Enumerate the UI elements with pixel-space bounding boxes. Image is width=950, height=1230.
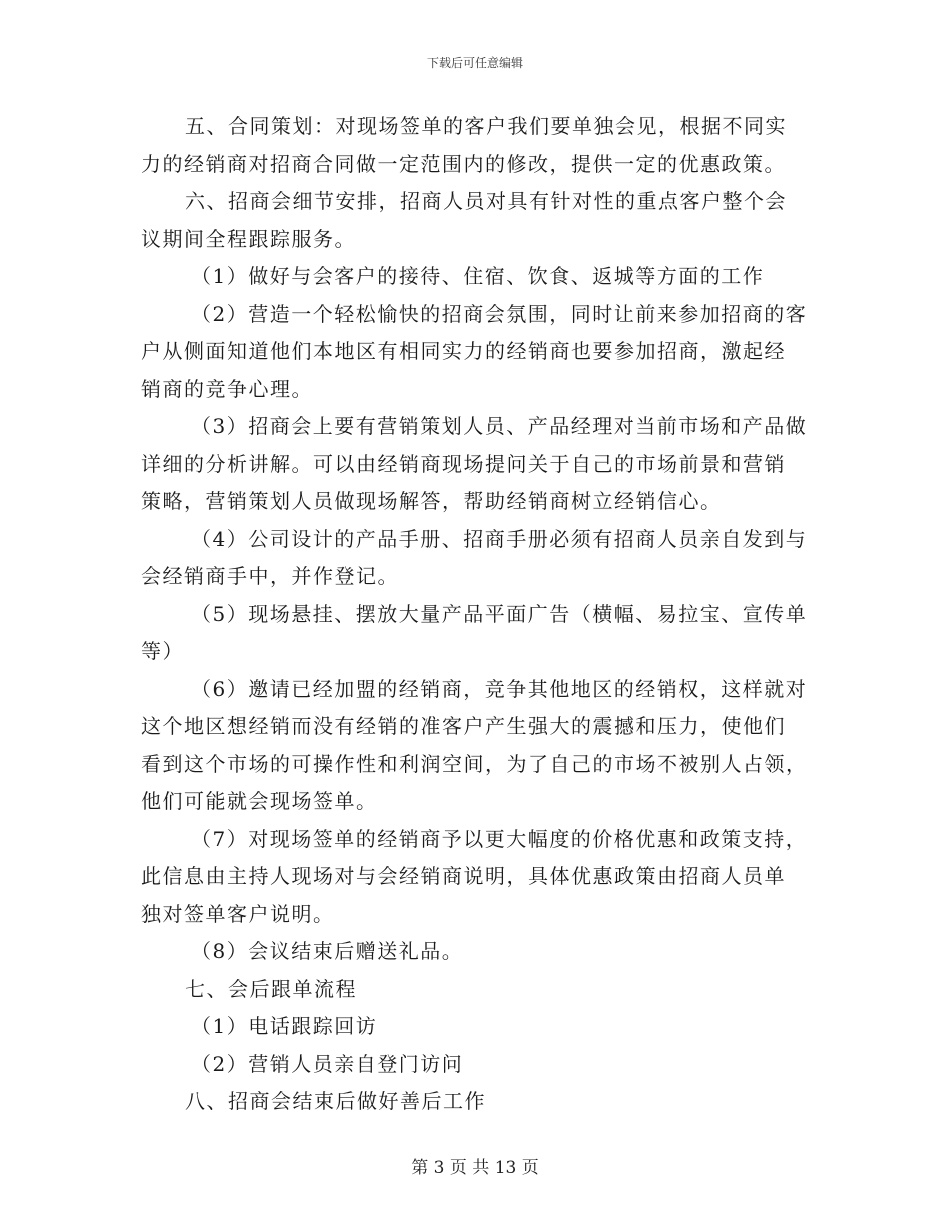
paragraph-line: （2）营销人员亲自登门访问: [191, 1051, 464, 1076]
paragraph-line: （7）对现场签单的经销商予以更大幅度的价格优惠和政策支持，: [191, 826, 808, 851]
paragraph-line: 六、招商会细节安排，招商人员对具有针对性的重点客户整个会: [185, 189, 787, 213]
paragraph-line: 等）: [141, 639, 184, 663]
paragraph-line: 此信息由主持人现场对与会经销商说明，具体优惠政策由招商人员单: [141, 864, 786, 888]
paragraph-line: 户从侧面知道他们本地区有相同实力的经销商也要参加招商，激起经: [141, 339, 786, 363]
paragraph-line: 他们可能就会现场签单。: [141, 789, 378, 813]
paragraph-line: （1）电话跟踪回访: [191, 1014, 378, 1038]
page-number: 第 3 页 共 13 页: [411, 1158, 539, 1178]
paragraph-line: （4）公司设计的产品手册、招商手册必须有招商人员亲自发到与: [191, 526, 808, 551]
section-heading: 七、会后跟单流程: [185, 976, 357, 1001]
paragraph-line: （2）营造一个轻松愉快的招商会氛围，同时让前来参加招商的客: [191, 301, 808, 326]
paragraph-line: 这个地区想经销而没有经销的准客户产生强大的震撼和压力，使他们: [141, 714, 786, 738]
document-body: [141, 108, 809, 1121]
paragraph-line: 看到这个市场的可操作性和利润空间，为了自己的市场不被别人占领，: [141, 751, 808, 776]
paragraph-line: 详细的分析讲解。可以由经销商现场提问关于自己的市场前景和营销: [141, 451, 786, 476]
paragraph-line: 议期间全程跟踪服务。: [141, 226, 356, 251]
section-heading: 八、招商会结束后做好善后工作: [185, 1089, 486, 1113]
paragraph-line: 力的经销商对招商合同做一定范围内的修改，提供一定的优惠政策。: [141, 151, 786, 176]
paragraph-line: 销商的竞争心理。: [141, 376, 313, 401]
paragraph-line: （3）招商会上要有营销策划人员、产品经理对当前市场和产品做: [191, 414, 808, 438]
paragraph-line: （6）邀请已经加盟的经销商，竞争其他地区的经销权，这样就对: [191, 676, 808, 701]
page-header-note: 下载后可任意编辑: [426, 56, 523, 70]
paragraph-line: （1）做好与会客户的接待、住宿、饮食、返城等方面的工作: [191, 264, 765, 288]
paragraph-line: （8）会议结束后赠送礼品。: [191, 939, 464, 963]
paragraph-line: 五、合同策划：对现场签单的客户我们要单独会见，根据不同实: [185, 114, 787, 138]
paragraph-line: （5）现场悬挂、摆放大量产品平面广告（横幅、易拉宝、宣传单: [191, 601, 808, 626]
paragraph-line: 会经销商手中，并作登记。: [141, 564, 399, 588]
paragraph-line: 独对签单客户说明。: [141, 901, 335, 926]
paragraph-line: 策略，营销策划人员做现场解答，帮助经销商树立经销信心。: [141, 489, 722, 513]
